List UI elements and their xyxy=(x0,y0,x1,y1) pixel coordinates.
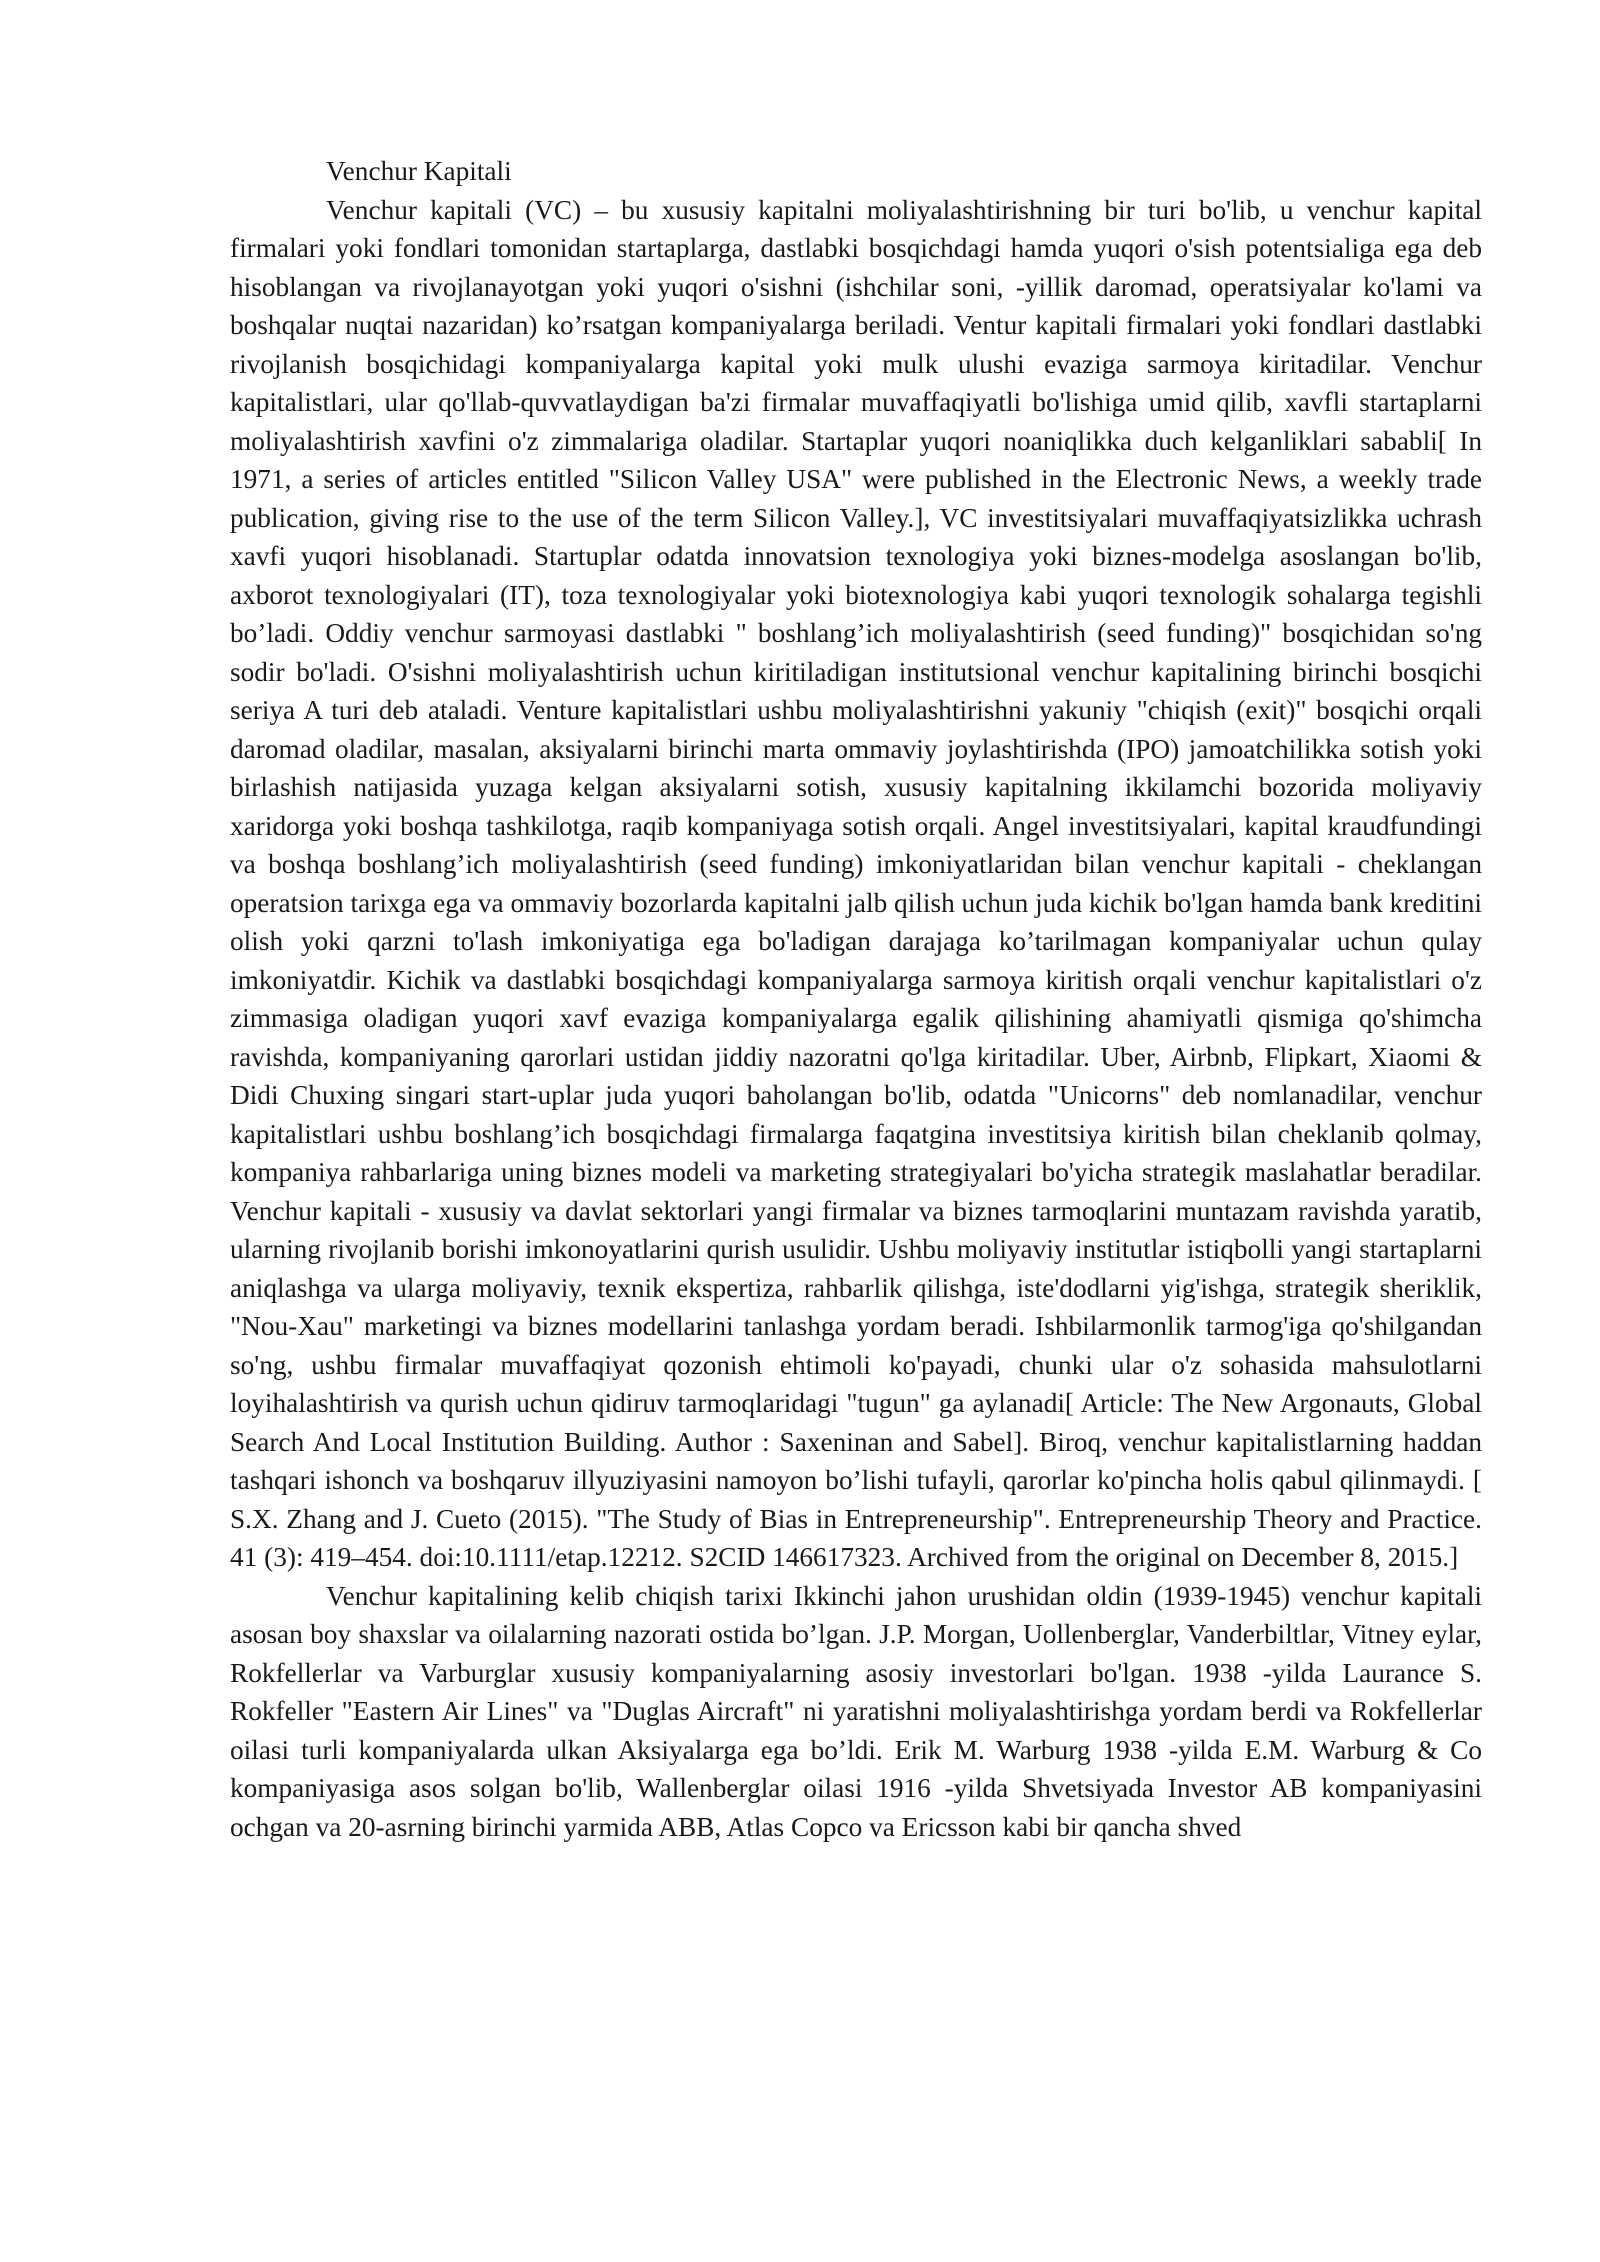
paragraph-definition: Venchur kapitali (VC) – bu xususiy kapitalni moliyalashtirishning bir turi bo'lib, u venchur kapital firmalari yoki fondlari tomonidan startaplarga, dastlabki bosqichdagi hamda yuqori o'sish potentsialiga ega deb hisoblangan va rivojlanayotgan yoki yuqori o'sishni (ishchilar soni, -yillik daromad, operatsiyalar ko'lami va boshqalar nuqtai nazaridan) ko’rsatgan kompaniyalarga beriladi. Ventur kapitali firmalari yoki fondlari dastlabki rivojlanish bosqichidagi kompaniyalarga kapital yoki mulk ulushi evaziga sarmoya kiritadilar. Venchur kapitalistlari, ular qo'llab-quvvatlaydigan ba'zi firmalar muvaffaqiyatli bo'lishiga umid qilib, xavfli startaplarni moliyalashtirish xavfini o'z zimmalariga oladilar. Startaplar yuqori noaniqlikka duch kelganliklari sababli[ In 1971, a series of articles entitled "Silicon Valley USA" were published in the Electronic News, a weekly trade publication, giving rise to the use of the term Silicon Valley.], VC investitsiyalari muvaffaqiyatsizlikka uchrash xavfi yuqori hisoblanadi. Startuplar odatda innovatsion texnologiya yoki biznes-modelga asoslangan bo'lib, axborot texnologiyalari (IT), toza texnologiyalar yoki biotexnologiya kabi yuqori texnologik sohalarga tegishli bo’ladi. Oddiy venchur sarmoyasi dastlabki " boshlang’ich moliyalashtirish (seed funding)" bosqichidan so'ng sodir bo'ladi. O'sishni moliyalashtirish uchun kiritiladigan institutsional venchur kapitalining birinchi bosqichi seriya A turi deb ataladi. Venture kapitalistlari ushbu moliyalashtirishni yakuniy "chiqish (exit)" bosqichi orqali daromad oladilar, masalan, aksiyalarni birinchi marta ommaviy joylashtirishda (IPO) jamoatchilikka sotish yoki birlashish natijasida yuzaga kelgan aksiyalarni sotish, xususiy kapitalning ikkilamchi bozorida moliyaviy xaridorga yoki boshqa tashkilotga, raqib kompaniyaga sotish orqali. Angel investitsiyalari, kapital kraudfundingi va boshqa boshlang’ich moliyalashtirish (seed funding) imkoniyatlaridan bilan venchur kapitali - cheklangan operatsion tarixga ega va ommaviy bozorlarda kapitalni jalb qilish uchun juda kichik bo'lgan hamda bank kreditini olish yoki qarzni to'lash imkoniyatiga ega bo'ladigan darajaga ko’tarilmagan kompaniyalar uchun qulay imkoniyatdir. Kichik va dastlabki bosqichdagi kompaniyalarga sarmoya kiritish orqali venchur kapitalistlari o'z zimmasiga oladigan yuqori xavf evaziga kompaniyalarga egalik qilishining ahamiyatli qismiga qo'shimcha ravishda, kompaniyaning qarorlari ustidan jiddiy nazoratni qo'lga kiritadilar. Uber, Airbnb, Flipkart, Xiaomi & Didi Chuxing singari start-uplar juda yuqori baholangan bo'lib, odatda "Unicorns" deb nomlanadilar, venchur kapitalistlari ushbu boshlang’ich bosqichdagi firmalarga faqatgina investitsiya kiritish bilan cheklanib qolmay, kompaniya rahbarlariga uning biznes modeli va marketing strategiyalari bo'yicha strategik maslahatlar beradilar. Venchur kapitali - xususiy va davlat sektorlari yangi firmalar va biznes tarmoqlarini muntazam ravishda yaratib, ularning rivojlanib borishi imkonoyatlarini qurish usulidir. Ushbu moliyaviy institutlar istiqbolli yangi startaplarni aniqlashga va ularga moliyaviy, texnik ekspertiza, rahbarlik qilishga, iste'dodlarni yig'ishga, strategik sheriklik, "Nou-Xau" marketingi va biznes modellarini tanlashga yordam beradi. Ishbilarmonlik tarmog'iga qo'shilgandan so'ng, ushbu firmalar muvaffaqiyat qozonish ehtimoli ko'payadi, chunki ular o'z sohasida mahsulotlarni loyihalashtirish va qurish uchun qidiruv tarmoqlaridagi "tugun" ga aylanadi[ Article: The New Argonauts, Global Search And Local Institution Building. Author : Saxeninan and Sabel]. Biroq, venchur kapitalistlarning haddan tashqari ishonch va boshqaruv illyuziyasini namoyon bo’lishi tufayli, qarorlar ko'pincha holis qabul qilinmaydi. [ S.X. Zhang and J. Cueto (2015). "The Study of Bias in Entrepreneurship". Entrepreneurship Theory and Practice. 41 (3): 419–454. doi:10.1111/etap.12212. S2CID 146617323. Archived from the original on December 8, 2015.] xyxy=(230,194,1482,1572)
paragraph-history: Venchur kapitalining kelib chiqish tarixi Ikkinchi jahon urushidan oldin (1939-1945) venchur kapitali asosan boy shaxslar va oilalarning nazorati ostida bo’lgan. J.P. Morgan, Uollenberglar, Vanderbiltlar, Vitney eylar, Rokfellerlar va Varburglar xususiy kompaniyalarning asosiy investorlari bo'lgan. 1938 -yilda Laurance S. Rokfeller "Eastern Air Lines" va "Duglas Aircraft" ni yaratishni moliyalashtirishga yordam berdi va Rokfellerlar oilasi turli kompaniyalarda ulkan Aksiyalarga ega bo’ldi. Erik M. Warburg 1938 -yilda E.M. Warburg & Co kompaniyasiga asos solgan bo'lib, Wallenberglar oilasi 1916 -yilda Shvetsiyada Investor AB kompaniyasini ochgan va 20-asrning birinchi yarmida ABB, Atlas Copco va Ericsson kabi bir qancha shved xyxy=(230,1580,1482,1842)
document-body xyxy=(230,152,1482,1846)
document-title: Venchur Kapitali xyxy=(326,156,512,186)
